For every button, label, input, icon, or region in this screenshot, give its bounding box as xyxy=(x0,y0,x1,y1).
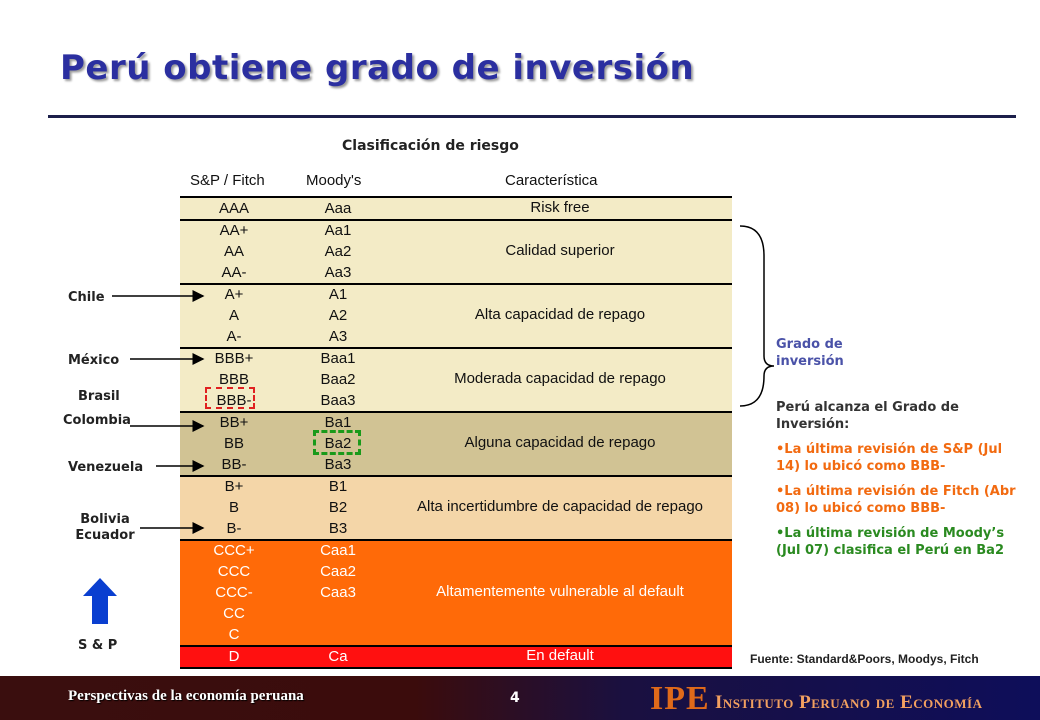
note-fitch: •La última revisión de Fitch (Abr 08) lo ubicó como BBB- xyxy=(776,484,1016,516)
country-label-bolivia-ecuador xyxy=(72,512,138,544)
brasil-highlight-box xyxy=(205,387,255,409)
header-moodys: Moody's xyxy=(306,172,362,189)
footer-title: Perspectivas de la economía peruana xyxy=(68,688,304,704)
rating-sp-fitch: BBB- xyxy=(216,392,252,409)
rating-sp-fitch: CC xyxy=(223,605,245,622)
rating-sp-fitch: D xyxy=(228,648,240,665)
rating-sp-fitch: A- xyxy=(226,328,242,345)
table-title: Clasificación de riesgo xyxy=(342,138,519,154)
rating-moodys: B1 xyxy=(328,478,348,495)
rating-characteristic: En default xyxy=(526,646,594,664)
rating-sp-fitch: B- xyxy=(226,520,242,537)
rating-moodys: B3 xyxy=(328,520,348,537)
rating-moodys: Aaa xyxy=(324,200,352,217)
rating-sp-fitch: CCC xyxy=(217,563,251,580)
rating-sp-fitch: C xyxy=(228,626,240,643)
notes-panel xyxy=(776,399,1026,567)
country-label-brasil: Brasil xyxy=(78,389,120,404)
rating-characteristic: Calidad superior xyxy=(505,241,615,259)
note-sp: •La última revisión de S&P (Jul 14) lo ubicó como BBB- xyxy=(776,442,1003,474)
rating-moodys: Aa3 xyxy=(324,264,352,281)
country-label-bolivia: Bolivia xyxy=(80,512,130,527)
rating-sp-fitch: A xyxy=(228,307,239,324)
rating-sp-fitch: AAA xyxy=(218,200,249,217)
rating-moodys: Ca xyxy=(328,648,348,665)
table-bottom-rule xyxy=(180,667,732,669)
rating-sp-fitch: BB xyxy=(223,435,244,452)
rating-moodys: Caa3 xyxy=(320,584,356,601)
rating-sp-fitch: B+ xyxy=(224,478,244,495)
rating-characteristic: Altamentemente vulnerable al default xyxy=(436,582,684,600)
rating-sp-fitch: BB+ xyxy=(219,414,249,431)
rating-moodys: Baa2 xyxy=(320,371,356,388)
country-label-chile: Chile xyxy=(68,290,105,305)
rating-sp-fitch: AA+ xyxy=(219,222,249,239)
rating-moodys: A3 xyxy=(328,328,348,345)
rating-characteristic: Risk free xyxy=(530,198,590,216)
rating-moodys xyxy=(288,603,388,624)
note-moodys: •La última revisión de Moody’s (Jul 07) clasifica el Perú en Ba2 xyxy=(776,526,1005,558)
rating-sp-fitch: AA xyxy=(223,243,244,260)
rating-characteristic: Alguna capacidad de repago xyxy=(464,433,656,451)
rating-sp-fitch: B xyxy=(228,499,239,516)
rating-sp-fitch: BBB+ xyxy=(214,350,254,367)
rating-moodys: Caa1 xyxy=(320,542,356,559)
ipe-logo xyxy=(650,680,983,718)
page-title: Perú obtiene grado de inversión xyxy=(60,48,695,88)
rating-moodys: Ba1 xyxy=(324,414,352,431)
source-note: Fuente: Standard&Poors, Moodys, Fitch xyxy=(750,652,979,666)
rating-moodys: A1 xyxy=(328,286,348,303)
rating-moodys: Ba3 xyxy=(324,456,352,473)
rating-moodys: Caa2 xyxy=(320,563,356,580)
header-caracteristica: Característica xyxy=(505,172,598,189)
logo-institute-name: Instituto Peruano de Economía xyxy=(715,692,983,713)
rating-sp-fitch: CCC- xyxy=(215,584,253,601)
sp-arrow-label: S & P xyxy=(78,638,118,653)
peru-moodys-highlight-box xyxy=(313,430,361,455)
logo-ipe: IPE xyxy=(650,680,710,717)
rating-moodys: Aa2 xyxy=(324,243,352,260)
investment-grade-brace xyxy=(740,226,774,406)
up-arrow-icon xyxy=(83,578,117,624)
page-number: 4 xyxy=(510,690,520,706)
rating-sp-fitch: CCC+ xyxy=(213,542,255,559)
rating-sp-fitch: AA- xyxy=(221,264,247,281)
investment-grade-label: Grado de inversión xyxy=(776,337,844,369)
country-label-mexico: México xyxy=(68,353,120,368)
rating-moodys: Baa3 xyxy=(320,392,356,409)
rating-moodys: Baa1 xyxy=(320,350,356,367)
rating-characteristic: Alta incertidumbre de capacidad de repago xyxy=(416,497,704,515)
country-label-ecuador: Ecuador xyxy=(75,528,135,543)
rating-moodys: Aa1 xyxy=(324,222,352,239)
rating-moodys: Ba2 xyxy=(324,435,352,452)
country-label-venezuela: Venezuela xyxy=(68,460,144,475)
notes-lead: Perú alcanza el Grado de Inversión: xyxy=(776,400,959,432)
rating-sp-fitch: A+ xyxy=(224,286,244,303)
rating-sp-fitch: BBB xyxy=(218,371,249,388)
title-divider xyxy=(48,115,1016,118)
country-label-colombia: Colombia xyxy=(63,413,131,428)
rating-sp-fitch: BB- xyxy=(221,456,247,473)
rating-characteristic: Alta capacidad de repago xyxy=(474,305,646,323)
rating-moodys: B2 xyxy=(328,499,348,516)
rating-moodys xyxy=(288,624,388,645)
header-sp-fitch: S&P / Fitch xyxy=(190,172,265,189)
rating-moodys: A2 xyxy=(328,307,348,324)
rating-characteristic: Moderada capacidad de repago xyxy=(454,369,666,387)
